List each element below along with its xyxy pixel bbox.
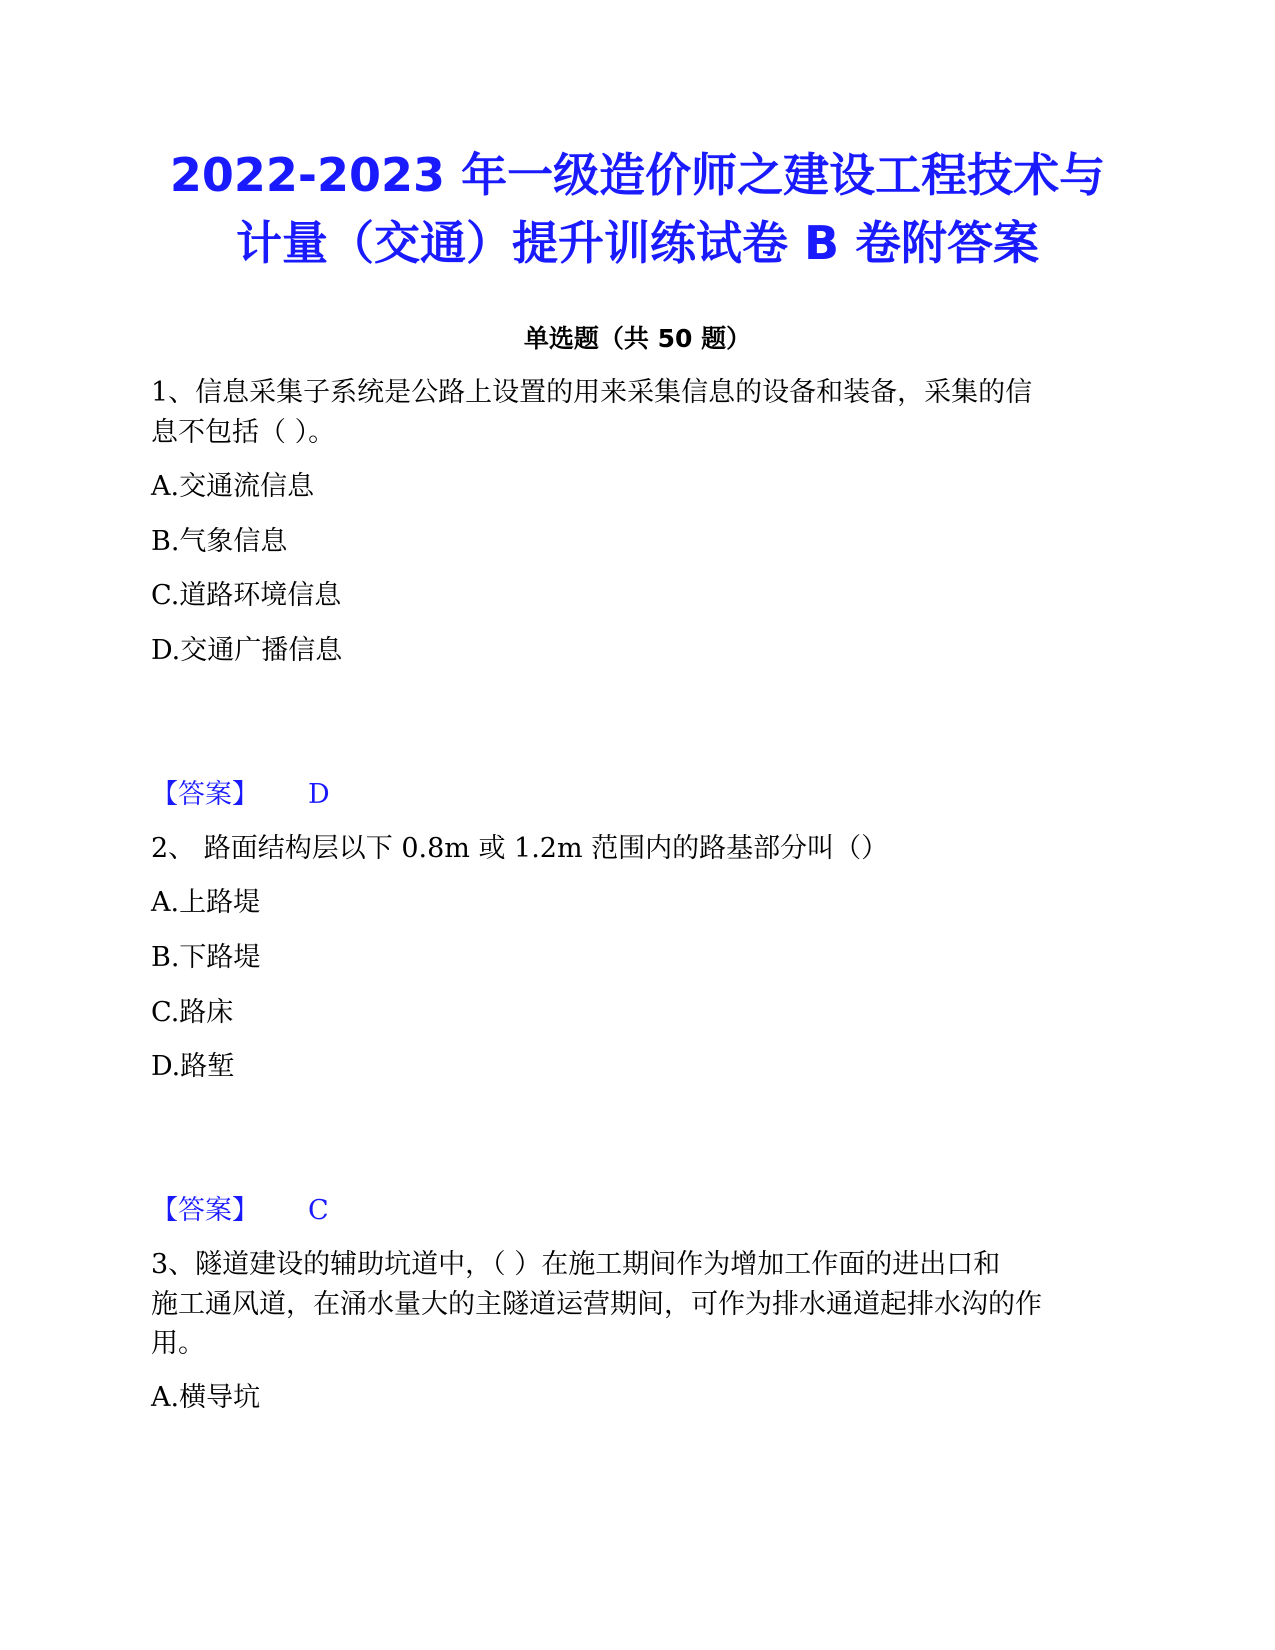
question-2-stem-line-1: 2、 路面结构层以下 0.8m 或 1.2m 范围内的路基部分叫（） <box>151 833 889 864</box>
question-1-stem-line-2: 息不包括（ ）。 <box>151 417 336 448</box>
document-title-line-2: 计量（交通）提升训练试卷 B 卷附答案 <box>235 216 1040 270</box>
question-1-answer-value: D <box>308 779 330 810</box>
question-3-stem-line-1: 3、隧道建设的辅助坑道中，（ ）在施工期间作为增加工作面的进出口和 <box>151 1249 1001 1280</box>
question-2-answer-label: 【答案】 <box>151 1195 259 1226</box>
question-3-stem-line-2: 施工通风道，在涌水量大的主隧道运营期间，可作为排水通道起排水沟的作 <box>151 1289 1042 1320</box>
question-3-option-a: A.横导坑 <box>151 1382 261 1413</box>
question-1-stem-line-1: 1、信息采集子系统是公路上设置的用来采集信息的设备和装备，采集的信 <box>151 377 1033 408</box>
document-title-line-1: 2022-2023 年一级造价师之建设工程技术与 <box>169 148 1106 202</box>
question-1-answer-label: 【答案】 <box>151 779 259 810</box>
question-2-option-c: C.路床 <box>151 997 234 1028</box>
question-2-option-b: B.下路堤 <box>151 942 261 973</box>
question-2-option-d: D.路堑 <box>151 1051 235 1082</box>
section-heading: 单选题（共 50 题） <box>523 324 752 353</box>
question-1-option-b: B.气象信息 <box>151 526 288 557</box>
question-1-option-d: D.交通广播信息 <box>151 635 343 666</box>
question-2-option-a: A.上路堤 <box>151 887 261 918</box>
question-3-stem-line-3: 用。 <box>151 1328 205 1359</box>
question-1-option-c: C.道路环境信息 <box>151 580 342 611</box>
question-1-option-a: A.交通流信息 <box>151 471 315 502</box>
question-2-answer-value: C <box>308 1195 329 1226</box>
